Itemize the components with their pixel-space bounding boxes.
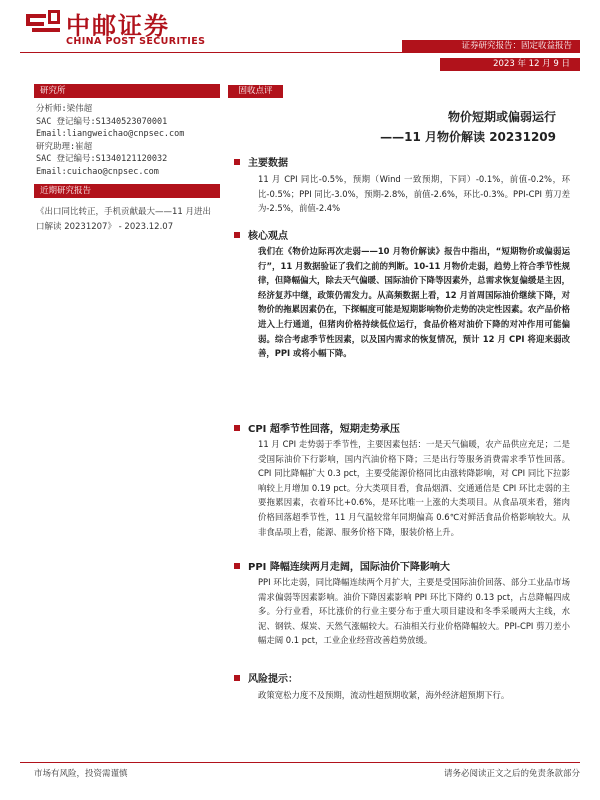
section-title: 核心观点	[248, 231, 288, 242]
category-tag: 固收点评	[228, 85, 283, 98]
section-cpi	[234, 420, 400, 435]
brand-name-cn: 中邮证券	[66, 12, 170, 40]
bullet-square-icon	[234, 563, 240, 569]
footer-disclaimer-left: 市场有风险，投资需谨慎	[34, 769, 128, 779]
main-data-text: 11 月 CPI 同比-0.5%，预期（Wind 一致预期，下同）-0.1%，前值-0.2%，环比-0.5%；PPI 同比-3.0%，预期-2.8%，前值-2.6%，环比-0.3%。PPI-CPI 剪刀差为-2.5%，前值-2.4%	[258, 174, 570, 214]
brand-name-en: CHINA POST SECURITIES	[66, 36, 206, 47]
recent-reports-header: 近期研究报告	[34, 184, 220, 198]
report-date: 2023 年 12 月 9 日	[440, 58, 580, 71]
section-title: CPI 超季节性回落，短期走势承压	[248, 424, 400, 435]
section-title: 风险提示：	[248, 674, 298, 685]
section-ppi	[234, 558, 450, 573]
footer-disclaimer-right: 请务必阅读正文之后的免责条款部分	[443, 769, 580, 779]
doc-type-label: 证券研究报告：固定收益报告	[402, 40, 580, 53]
footer-divider	[20, 762, 580, 763]
bullet-square-icon	[234, 232, 240, 238]
report-title: 物价短期或偏弱运行	[447, 110, 556, 124]
section-core-view	[234, 227, 288, 242]
assistant-email[interactable]: Email:cuichao@cnpsec.com	[36, 166, 159, 177]
report-subtitle: ——11 月物价解读 20231209	[380, 130, 556, 144]
section-title: 主要数据	[248, 158, 288, 169]
china-post-logo-icon	[24, 8, 62, 36]
section-main-data	[234, 154, 288, 169]
research-institute-header: 研究所	[34, 84, 220, 98]
analyst-info	[36, 103, 220, 178]
bullet-square-icon	[234, 425, 240, 431]
analyst-name: 分析师:梁伟超	[36, 104, 93, 114]
ppi-text: PPI 环比走弱，同比降幅连续两个月扩大，主要是受国际油价回落、部分工业品市场需求偏弱等因素影响。油价下降因素影响 PPI 环比下降约 0.13 pct，占总降幅四成多。分行业看，环比涨价的行业主要分布于重大项目建设和冬季采暖两大主线，水泥、钢铁、煤炭、天然气涨幅较大。石油相关行业价格降幅较大。PPI-CPI 剪刀差小幅走阔 0.1 pct，工业企业经营改善趋势放缓。	[258, 577, 570, 646]
assistant-name: 研究助理:崔超	[36, 141, 93, 152]
assistant-sac: SAC 登记编号:S1340121120032	[36, 154, 168, 164]
analyst-sac: SAC 登记编号:S1340523070001	[36, 116, 168, 127]
risk-text: 政策宽松力度不及预期，流动性超预期收紧，海外经济超预期下行。	[258, 690, 510, 700]
core-view-text: 我们在《物价边际再次走弱——10 月物价解读》报告中指出，“短期物价或偏弱运行”，11 月数据验证了我们之前的判断。10-11 月物价走弱，趋势上符合季节性规律，但降幅偏大，除去天气偏暖、国际油价下降等因素外，总需求恢复偏缓是主因，经济复苏中继，政策仍需发力。从高频数据上看，12 月首周国际油价继续下降，对物价的拖累因素仍在，下探幅度可能是短期影响物价走势的决定性因素。农产品价格进入上行通道，但猪肉价格持续低位运行，食品价格对油价下降的对冲作用可能偏弱。综合考虑季节性因素，以及国内需求的恢复情况，预计 12 月 CPI 将迎来弱改善，PPI 或将小幅下降。	[258, 246, 570, 359]
analyst-email[interactable]: Email:liangweichao@cnpsec.com	[36, 129, 185, 139]
recent-report-link[interactable]: 《出口同比转正，手机贡献最大——11 月进出口解读 20231207》 - 2023.12.07	[36, 207, 212, 232]
bullet-square-icon	[234, 159, 240, 165]
section-title: PPI 降幅连续两月走阔，国际油价下降影响大	[248, 562, 450, 573]
bullet-square-icon	[234, 675, 240, 681]
section-risk	[234, 670, 298, 685]
cpi-text: 11 月 CPI 走势弱于季节性，主要因素包括：一是天气偏暖，农产品供应充足；二是受国际油价下行影响，国内汽油价格下降；三是出行等服务消费需求季节性回落。CPI 同比降幅扩大 0.3 pct，主要受能源价格同比由涨转降影响，对 CPI 同比下拉影响较上月增加 0.19 pct。分大类项目看，食品烟酒、交通通信是 CPI 环比走弱的主要拖累因素，衣着环比+0.6%，是环比唯一上涨的大类项目。从食品项来看，猪肉价格回落超季节性，11 月气温较常年同期偏高 0.6℃对鲜活食品价格影响较大。从非食品项上看，能源、服务价格下降，服装价格上升。	[258, 439, 570, 537]
